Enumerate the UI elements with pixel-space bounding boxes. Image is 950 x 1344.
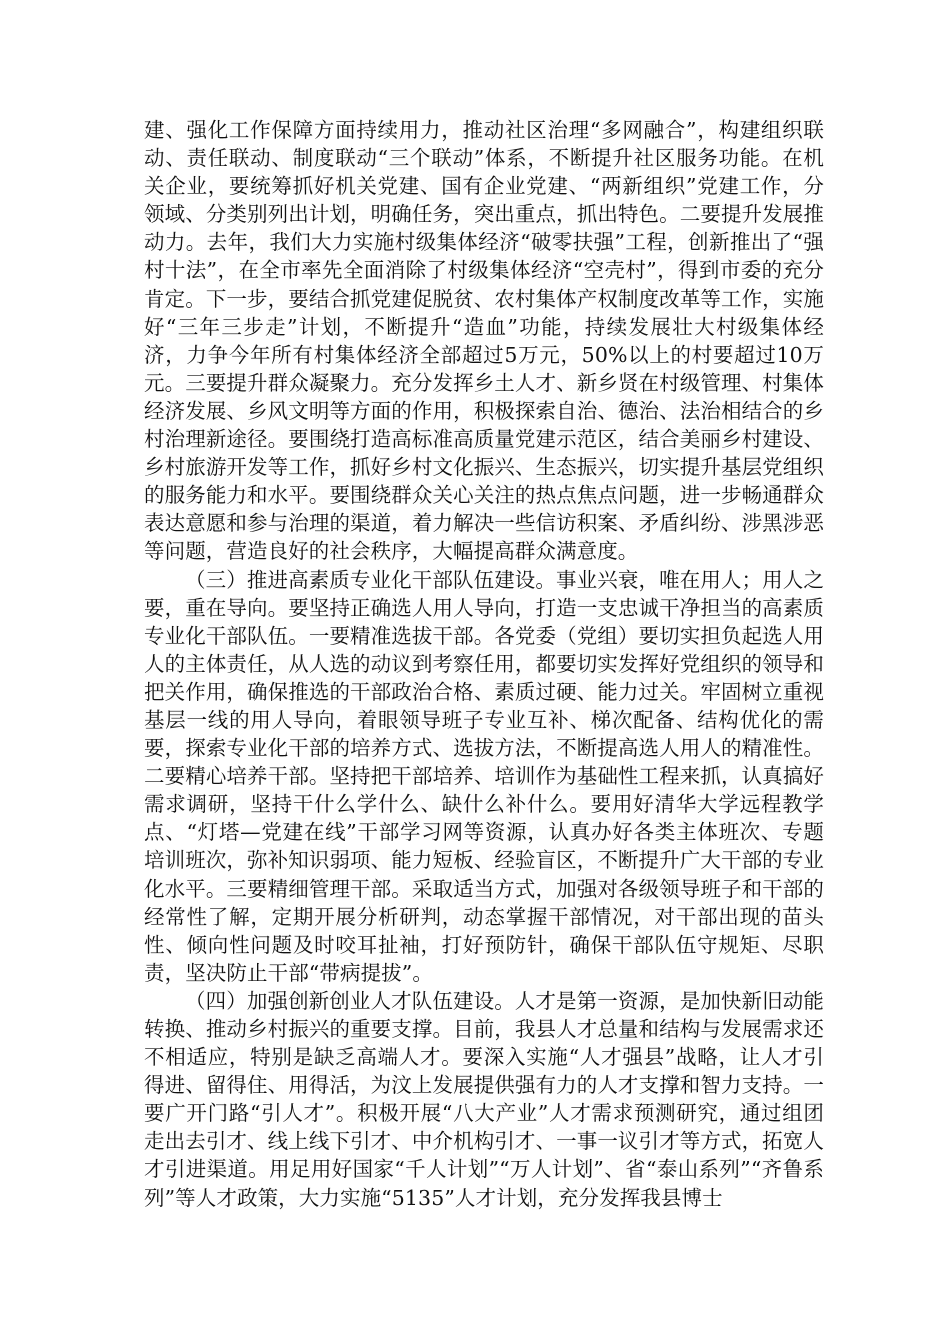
document-page	[144, 116, 824, 1212]
body-paragraph-3: （四）加强创新创业人才队伍建设。人才是第一资源，是加快新旧动能转换、推动乡村振兴的重要支撑。目前，我县人才总量和结构与发展需求还不相适应，特别是缺乏高端人才。要深入实施“人才强县”战略，让人才引得进、留得住、用得活，为汶上发展提供强有力的人才支撑和智力支持。一要广开门路“引人才”。积极开展“八大产业”人才需求预测研究，通过组团走出去引才、线上线下引才、中介机构引才、一事一议引才等方式，拓宽人才引进渠道。用足用好国家“千人计划”“万人计划”、省“泰山系列”“齐鲁系列”等人才政策，大力实施“5135”人才计划，充分发挥我县博士	[144, 988, 824, 1210]
body-paragraph-1: 建、强化工作保障方面持续用力，推动社区治理“多网融合”，构建组织联动、责任联动、制度联动“三个联动”体系，不断提升社区服务功能。在机关企业，要统筹抓好机关党建、国有企业党建、“两新组织”党建工作，分领域、分类别列出计划，明确任务，突出重点，抓出特色。二要提升发展推动力。去年，我们大力实施村级集体经济“破零扶强”工程，创新推出了“强村十法”，在全市率先全面消除了村级集体经济“空壳村”，得到市委的充分肯定。下一步，要结合抓党建促脱贫、农村集体产权制度改革等工作，实施好“三年三步走”计划，不断提升“造血”功能，持续发展壮大村级集体经济，力争今年所有村集体经济全部超过5万元，50%以上的村要超过10万元。三要提升群众凝聚力。充分发挥乡土人才、新乡贤在村级管理、村集体经济发展、乡风文明等方面的作用，积极探索自治、德治、法治相结合的乡村治理新途径。要围绕打造高标准高质量党建示范区，结合美丽乡村建设、乡村旅游开发等工作，抓好乡村文化振兴、生态振兴，切实提升基层党组织的服务能力和水平。要围绕群众关心关注的热点焦点问题，进一步畅通群众表达意愿和参与治理的渠道，着力解决一些信访积案、矛盾纠纷、涉黑涉恶等问题，营造良好的社会秩序，大幅提高群众满意度。	[144, 118, 824, 564]
body-paragraph-2: （三）推进高素质专业化干部队伍建设。事业兴衰，唯在用人；用人之要，重在导向。要坚持正确选人用人导向，打造一支忠诚干净担当的高素质专业化干部队伍。一要精准选拔干部。各党委（党组）要切实担负起选人用人的主体责任，从人选的动议到考察任用，都要切实发挥好党组织的领导和把关作用，确保推选的干部政治合格、素质过硬、能力过关。牢固树立重视基层一线的用人导向，着眼领导班子专业互补、梯次配备、结构优化的需要，探索专业化干部的培养方式、选拔方法，不断提高选人用人的精准性。二要精心培养干部。坚持把干部培养、培训作为基础性工程来抓，认真搞好需求调研，坚持干什么学什么、缺什么补什么。要用好清华大学远程教学点、“灯塔—党建在线”干部学习网等资源，认真办好各类主体班次、专题培训班次，弥补知识弱项、能力短板、经验盲区，不断提升广大干部的专业化水平。三要精细管理干部。采取适当方式，加强对各级领导班子和干部的经常性了解，定期开展分析研判，动态掌握干部情况，对干部出现的苗头性、倾向性问题及时咬耳扯袖，打好预防针，确保干部队伍守规矩、尽职责，坚决防止干部“带病提拔”。	[144, 567, 824, 985]
